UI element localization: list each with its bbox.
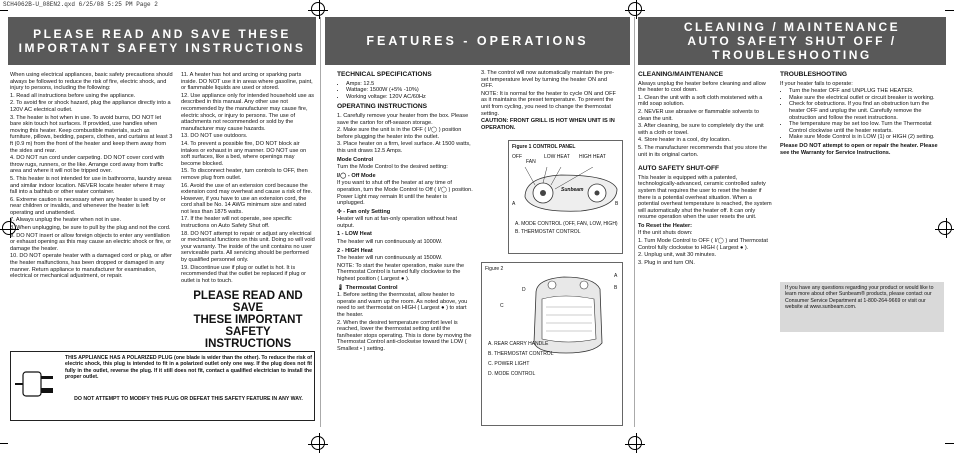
save-heading-line: THESE IMPORTANT SAFETY [193,314,303,339]
thermostat-step: 3. The control will now automatically maintain the pre-set temperature level by turning the heater ON and OFF. [481,70,614,90]
crop-mark [0,443,8,444]
safety-item: 19. Discontinue use if plug or outlet is hot. It is recommended that the outlet be replaced if plug or outlet is hot to touch. [181,264,307,284]
registration-mark-icon [311,436,325,450]
safety-banner [8,17,316,65]
crop-mark [945,443,954,444]
banner-line: IMPORTANT SAFETY INSTRUCTIONS [18,41,306,55]
safety-item: 18. DO NOT attempt to repair or adjust any electrical or mechanical functions on this unit. Doing so will void your warranty. The inside of the unit contains no user serviceable parts. All servicing should be performed by qualified personnel only. [181,230,315,264]
tech-specs-heading: TECHNICAL SPECIFICATIONS [337,71,432,78]
features-banner [325,17,630,65]
troubleshooting-item: • The temperature may be set too low. Turn the Thermostat Control clockwise until the heater restarts. [789,121,943,134]
file-slug: SCH4062B-U_08EN2.qxd 6/25/08 5:25 PM Page 2 [3,1,158,8]
fig-label-low: LOW HEAT [544,154,570,160]
panel-divider [320,17,321,427]
reset-step: 3. Plug in and turn ON. [638,259,695,266]
op-step: 3. Place heater on a firm, level surface. At 1500 watts, this unit draws 12.5 Amps. [337,141,471,154]
fig-legend-item: D. MODE CONTROL [488,371,536,377]
brand-logo: Sunbeam [561,187,584,193]
safety-item: 15. To disconnect heater, turn controls to OFF, then remove plug from outlet. [181,168,308,181]
thermostat-step: 2. When the desired temperature comfort level is reached, lower the thermostat setting until the fan/heater stops operating. This is done by moving the Thermostat Control anti-clockwise toward the LOW ( Smallest • ) setting. [337,319,472,352]
safety-item: 14. To prevent a possible fire, DO NOT block air intakes or exhaust in any manner. DO NOT use on soft surfaces, like a bed, where openings may become blocked. [181,140,307,167]
polarized-plug-warning [10,351,315,421]
cleaning-banner [638,17,946,65]
fig-marker-c: C [500,303,504,309]
safety-item: 8. When unplugging, be sure to pull by the plug and not the cord. [10,225,171,232]
troubleshooting-note: Please DO NOT attempt to open or repair the heater. Please see the Warranty for Service Instructions. [780,142,938,156]
fig-legend-item: A. MODE CONTROL (OFF, FAN, LOW, HIGH) [515,221,618,227]
consumer-service-box [780,282,944,332]
safety-column-right [181,72,315,350]
fig-legend-item: C. POWER LIGHT [488,361,530,367]
cleaning-item: 2. NEVER use abrasive or flammable solvents to clean the unit. [638,108,759,122]
fig-legend-item: B. THERMOSTAT CONTROL [488,351,554,357]
fig-marker-a: A [614,273,618,279]
registration-mark-icon [311,2,325,16]
off-mode-text: If you want to shut off the heater at any time of operation, turn the Mode Control to Off ( I/◯ ) position. Power Light may remain lit until the heater is unplugged. [337,180,473,207]
fan-setting-heading: ✣ - Fan only Setting [337,208,391,215]
polarized-plug-icon [15,364,59,404]
safety-item: 12. Use appliance only for intended household use as described in this manual. Any other use not recommended by the manufacturer may cause fire, electric shock, or injury to persons. The use of attachments not recommended or sold by the manufacturer may cause hazards. [181,92,315,132]
fig-marker-b: B [614,285,618,291]
mode-control-heading: Mode Control [337,156,374,163]
plug-warning-text: THIS APPLIANCE HAS A POLARIZED PLUG (one blade is wider than the other). To reduce the risk of electric shock, this plug is intended to fit in a polarized outlet only one way. If the plug does not fit fully in the outlet, reverse the plug. If it still does not fit, contact a qualified electrician to install the proper outlet. [65,355,312,381]
safety-item: 10. DO NOT operate heater with a damaged cord or plug, or after the heater malfunctions, has been dropped or damaged in any manner. Return appliance to manufacturer for examination, electrical or mechanical adjustment, or repair. [10,253,172,280]
banner-line: CLEANING / MAINTENANCE [683,20,901,34]
fan-setting-text: Heater will run at fan-only operation without heat output. [337,216,458,229]
figure-heater [481,262,623,426]
fig-label-high: HIGH HEAT [579,154,606,160]
op-step: 1. Carefully remove your heater from the box. Please save the carton for off-season storage. [337,112,469,126]
troubleshooting-intro: If your heater fails to operate: [780,80,853,87]
thermostat-heading: 🌡 Thermostat Control [337,284,398,291]
fig-legend-item: A. REAR CARRY HANDLE [488,341,549,347]
registration-mark-icon [938,221,952,235]
cleaning-item: 5. The manufacturer recommends that you store the unit in its original carton. [638,144,767,158]
safety-item: 7. Always unplug the heater when not in use. [10,217,122,224]
thermostat-step: 1. Before setting the thermostat, allow heater to operate and warm up the room. As noted above, you need to set thermostat on HIGH ( Largest ● ) to start the heater. [337,292,468,318]
safety-item: 4. DO NOT run cord under carpeting. DO NOT cover cord with throw rugs, runners, or the like. Arrange cord away from traffic area and where it will not be tripped over. [10,155,165,175]
low-heat-heading: 1 - LOW Heat [337,231,372,238]
cleaning-item: 3. After cleaning, be sure to completely dry the unit with a cloth or towel. [638,123,764,136]
banner-line: FEATURES - OPERATIONS [366,34,589,48]
safety-item: 3. The heater is hot when in use. To avoid burns, DO NOT let bare skin touch hot surfaces. If provided, use handles when moving this heater. Keep combustible materials, such as furniture, pillows, bedding, papers, clothes, and curtains at least 3 ft (0.9 m) from the front of the heater and keep them away from the sides and rear. [10,114,173,154]
banner-line: AUTO SAFETY SHUT OFF / TROUBLESHOOTING [687,34,897,62]
mode-intro: Turn the Mode Control to the desired setting: [337,164,448,171]
fig-label-fan: FAN [526,159,536,165]
fig-marker-a: A [512,201,516,207]
save-instructions-heading [181,290,315,350]
save-heading-line: PLEASE READ AND SAVE [193,290,303,315]
safety-item: 5. This heater is not intended for use in bathrooms, laundry areas and similar indoor location. NEVER locate heater where it may fall into a bathtub or other water container. [10,175,172,196]
fig-marker-b: B [615,201,619,207]
auto-shutoff-heading: AUTO SAFETY SHUT-OFF [638,165,720,173]
cleaning-heading: CLEANING/MAINTENANCE [638,71,723,78]
fig-legend-item: B. THERMOSTAT CONTROL [515,229,581,235]
reset-step: 1. Turn Mode Control to OFF ( I/◯ ) and Thermostat Control fully clockwise to HIGH ( Largest ● ). [638,238,768,251]
troubleshooting-item: • Make sure the electrical outlet or circuit breaker is working. [789,95,943,102]
plug-warning-text-2: DO NOT ATTEMPT TO MODIFY THIS PLUG OR DEFEAT THIS SAFETY FEATURE IN ANY WAY. [74,396,303,402]
safety-item: 17. If the heater will not operate, see specific instructions on Auto Safety Shut off. [181,216,292,230]
safety-item: 1. Read all instructions before using the appliance. [10,92,136,99]
safety-item: 2. To avoid fire or shock hazard, plug the appliance directly into a 120V AC electrical outlet. [10,100,171,113]
cleaning-item: 1. Clean the unit with a soft cloth moistened with a mild soap solution. [638,94,763,108]
safety-item: 16. Avoid the use of an extension cord because the extension cord may overheat and cause a risk of fire. However, if you have to use an extension cord, the cord shall be No. 14 AWG minimum size and rated not less than 1875 watts. [181,182,313,215]
panel-divider [634,17,635,427]
figure-title: Figure 2 [485,266,504,272]
safety-item: 13. DO NOT use outdoors. [181,133,248,140]
grill-caution: CAUTION: FRONT GRILL IS HOT WHEN UNIT IS IN OPERATION. [481,118,615,131]
safety-item: 9. DO NOT insert or allow foreign objects to enter any ventilation or exhaust opening as this may cause an electric shock or fire, or damage the heater. [10,232,172,252]
safety-intro: When using electrical appliances, basic safety precautions should always be followed to reduce the risk of fire, electric shock, and injury to persons, including the following: [10,72,173,92]
troubleshooting-heading: TROUBLESHOOTING [780,71,848,78]
spec-item: • Working voltage: 120V AC/60Hz [346,94,474,101]
cleaning-column [638,68,772,267]
off-mode-heading: I/◯ - Off Mode [337,172,376,179]
figure-title: Figure 1 CONTROL PANEL [512,144,576,150]
spec-item: • Wattage: 1500W (+5% -10%) [346,87,474,94]
start-note: NOTE: To start the heater operation, make sure the Thermostat Control is turned fully clockwise to the highest position ( Largest ● ). [337,262,465,283]
reset-intro: If the unit shuts down: [638,230,693,237]
figure-control-panel [508,140,623,254]
spec-item: • Amps: 12.5 [346,81,474,88]
safety-item: 11. A heater has hot and arcing or sparking parts inside. DO NOT use it in areas where gasoline, paint, or flammable liquids are used or stored. [181,72,313,92]
operating-heading: OPERATING INSTRUCTIONS [337,103,427,111]
features-column-left [337,68,474,354]
op-step: 2. Make sure the unit is in the OFF ( I/◯ ) position before plugging the heater into the outlet. [337,127,462,140]
troubleshooting-item: • Check for obstructions. If you find an obstruction turn the heater OFF and unplug the unit. Carefully remove the obstruction and follow the reset instructions. [789,101,943,121]
crop-mark [0,10,8,11]
troubleshooting-item: • Make sure Mode Control is in LOW (1) or HIGH (2) setting. [789,134,943,141]
high-heat-text: The heater will run continuously at 1500W. [337,255,443,262]
safety-item: 6. Extreme caution is necessary when any heater is used by or near children or invalids, and whenever the heater is left operating and unattended. [10,196,166,216]
features-column-right [481,70,618,132]
low-heat-text: The heater will run continuously at 1000W. [337,239,443,246]
fig-label-off: OFF [512,154,522,160]
reset-step: 2. Unplug unit, wait 30 minutes. [638,252,717,259]
save-heading-line: INSTRUCTIONS [204,338,292,351]
high-heat-heading: 2 - HIGH Heat [337,247,373,254]
fig-marker-d: D [522,287,526,293]
registration-mark-icon [628,2,642,16]
cleaning-item: 4. Store heater in a cool, dry location. [638,137,731,144]
troubleshooting-list [780,88,943,141]
troubleshooting-item: • Turn the heater OFF and UNPLUG THE HEATER. [789,88,943,95]
registration-mark-icon [628,436,642,450]
auto-shutoff-text: This heater is equipped with a patented, technologically-advanced, ceramic controlled safety system that requires the user to reset the heater if there is a potential overheat situation. When a potential overheat temperature is reached, the system will automatically shut the heater off. It can only resume operation when the user resets the unit. [638,174,772,221]
cleaning-intro: Always unplug the heater before cleaning and allow the heater to cool down. [638,80,766,94]
troubleshooting-column [780,68,943,157]
crop-mark [945,10,954,11]
banner-line: PLEASE READ AND SAVE THESE [33,27,291,41]
consumer-service-text: If you have any questions regarding your product or would like to learn more about other Sunbeam® products, please contact our Consumer Service Department at 1-800-264-9669 or visit our website at www.sunbeam.com. [785,285,934,311]
reset-heading: To Reset the Heater: [638,222,692,229]
cycle-note: NOTE: It is normal for the heater to cycle ON and OFF as it maintains the preset temperature. To prevent the unit from cycling, you need to change the thermostat setting. [481,90,616,117]
safety-column-left [10,72,173,281]
spec-list [337,81,474,101]
